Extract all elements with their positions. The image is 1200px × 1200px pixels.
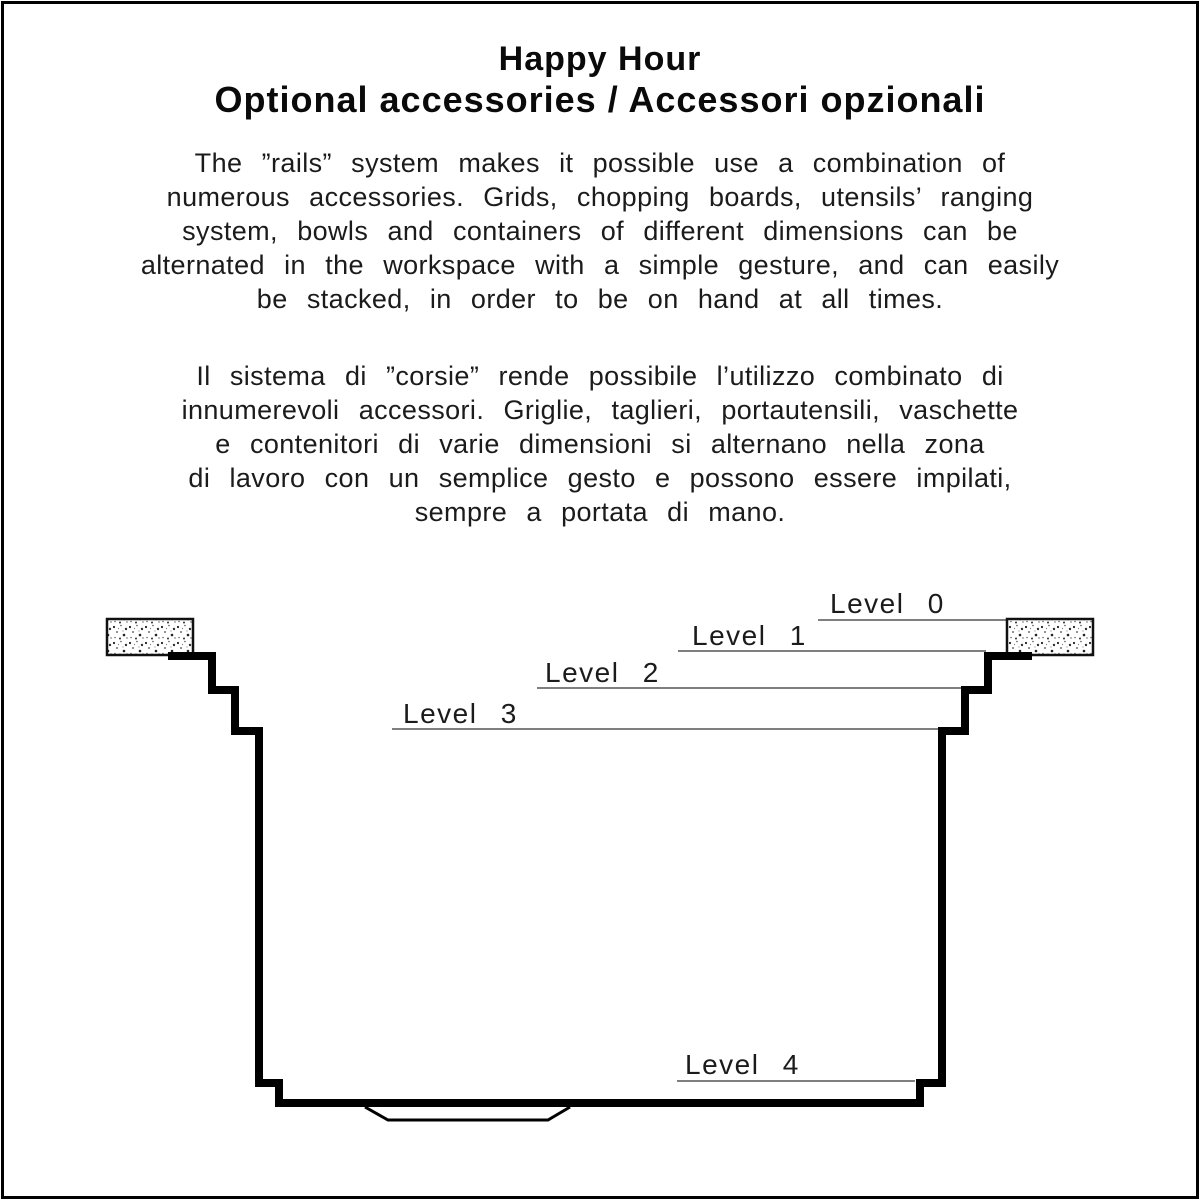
text-line: innumerevoli accessori. Griglie, taglieri, portautensili, vaschette <box>181 395 1019 425</box>
text-line: numerous accessories. Grids, chopping boards, utensils’ ranging <box>166 182 1034 212</box>
sink-profile-outline <box>168 656 1032 1103</box>
level-1-label: Level 1 <box>692 620 807 651</box>
text-line: Il sistema di ”corsie” rende possibile l’utilizzo combinato di <box>196 361 1004 391</box>
level-3-label: Level 3 <box>403 698 518 729</box>
countertop-left <box>107 619 193 655</box>
text-line: alternated in the workspace with a simple gesture, and can easily <box>140 250 1060 280</box>
text-line: e contenitori di varie dimensioni si alternano nella zona <box>215 429 985 459</box>
text-line: be stacked, in order to be on hand at all times. <box>256 284 944 314</box>
text-line: di lavoro con un semplice gesto e possono essere impilati, <box>188 463 1012 493</box>
level-0-label: Level 0 <box>830 588 945 619</box>
countertop-right <box>1007 619 1093 655</box>
page-subtitle: Optional accessories / Accessori opzionali <box>214 79 986 120</box>
drain-outline <box>365 1107 570 1120</box>
page-title: Happy Hour <box>498 40 702 78</box>
text-line: system, bowls and containers of different dimensions can be <box>182 216 1018 246</box>
level-4-label: Level 4 <box>685 1049 800 1080</box>
text-line: The ”rails” system makes it possible use a combination of <box>194 148 1006 178</box>
level-2-label: Level 2 <box>545 657 660 688</box>
text-line: sempre a portata di mano. <box>414 497 786 527</box>
